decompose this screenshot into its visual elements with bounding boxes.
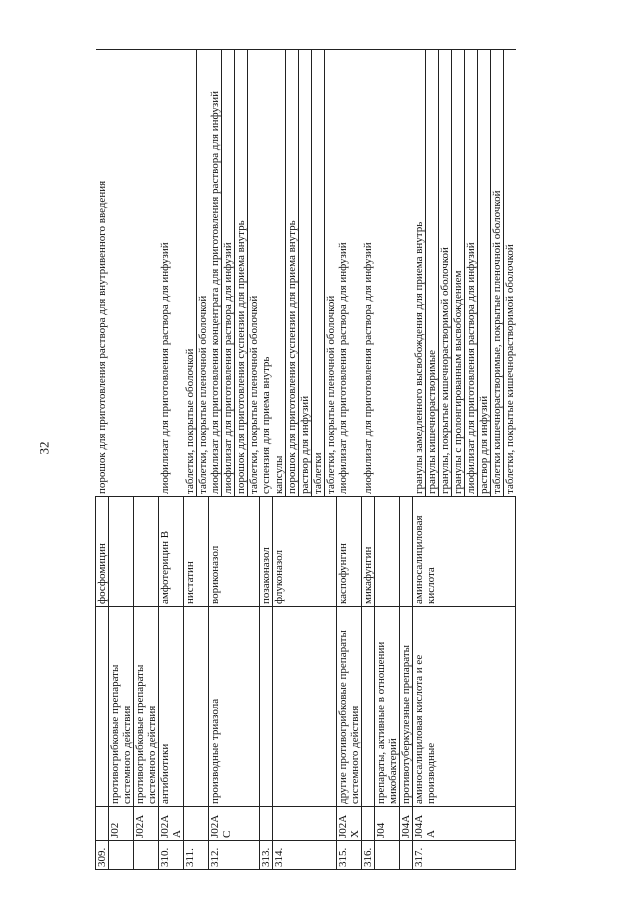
group-name: противогрибковые препараты системного действия [134,607,159,807]
drug-name: микафунгин [362,497,375,607]
dosage-form [375,50,387,496]
atc-code [184,807,209,841]
table-row [362,50,375,870]
table-row [109,50,134,870]
group-name [96,607,109,807]
row-number: 313. [260,841,273,870]
atc-code: J04AA [413,807,516,841]
dosage-form: таблетки, покрытые пленочной оболочкой [247,295,260,494]
dosage-forms [273,50,337,497]
row-number: 316. [362,841,375,870]
group-name: антибиотики [159,607,184,807]
dosage-forms [362,50,375,497]
table-row [413,50,516,870]
dosage-forms [96,50,109,497]
drug-name: фосфомицин [96,497,109,607]
dosage-form: гранулы с пролонгированным высвобождением [452,50,465,496]
dosage-form: гранулы замедленного высвобождения для приема внутрь [413,50,426,496]
row-number: 314. [273,841,337,870]
table-row [375,50,400,870]
group-name [362,607,375,807]
atc-code: J02AA [159,807,184,841]
atc-code [96,807,109,841]
drug-name: аминосалициловая кислота [413,497,516,607]
row-number [109,841,134,870]
dosage-forms [159,50,184,497]
dosage-form: лиофилизат для приготовления раствора для инфузий [158,242,171,494]
drug-name [375,497,400,607]
drug-name: каспофунгин [337,497,362,607]
dosage-form: таблетки кишечнорастворимые, покрытые пленочной оболочкой [491,50,504,496]
atc-code: J02A [134,807,159,841]
row-number: 317. [413,841,516,870]
dosage-form: лиофилизат для приготовления концентрата для приготовления раствора для инфузий [209,50,222,496]
dosage-form: порошок для приготовления суспензии для приема внутрь [235,50,248,496]
group-name: противотуберкулезные препараты [400,607,413,807]
dosage-forms [337,50,362,497]
atc-code: J02 [109,807,134,841]
table-body [96,50,516,870]
atc-code [273,807,337,841]
drug-name: нистатин [184,497,209,607]
dosage-form: лиофилизат для приготовления раствора для инфузий [336,242,349,494]
group-name: производные триазола [209,607,260,807]
atc-code: J04A [400,807,413,841]
table-row [209,50,260,870]
dosage-forms [184,50,209,497]
dosage-form: таблетки, покрытые пленочной оболочкой [324,295,337,494]
atc-code: J02AC [209,807,260,841]
group-name [184,607,209,807]
drug-name: амфотерицин В [159,497,184,607]
page-number: 32 [36,441,52,455]
atc-code [362,807,375,841]
table-row [184,50,209,870]
row-number: 311. [184,841,209,870]
drug-name: флуконазол [273,497,337,607]
group-name: препараты, активные в отношении микобактерий [375,607,400,807]
dosage-forms [260,50,273,497]
dosage-form: гранулы кишечнорастворимые [426,50,439,496]
drug-name: вориконазол [209,497,260,607]
group-name [260,607,273,807]
group-name [273,607,337,807]
drug-name [109,497,134,607]
table-row [159,50,184,870]
row-number: 315. [337,841,362,870]
table-row [260,50,273,870]
dosage-forms [413,50,516,497]
dosage-forms [375,50,400,497]
table-row [337,50,362,870]
dosage-form: капсулы [273,50,286,496]
row-number [400,841,413,870]
dosage-form: лиофилизат для приготовления раствора для инфузий [361,242,374,494]
dosage-form [134,50,146,496]
dosage-form: таблетки, покрытые пленочной оболочкой [196,295,209,494]
dosage-form: раствор для инфузий [299,50,312,496]
dosage-form: таблетки, покрытые оболочкой [184,50,197,496]
dosage-form: гранулы, покрытые кишечнорастворимой оболочкой [439,50,452,496]
dosage-forms [109,50,134,497]
dosage-form: таблетки [312,50,325,496]
dosage-form: раствор для инфузий [478,50,491,496]
table-row [96,50,109,870]
row-number [134,841,159,870]
drug-name [134,497,159,607]
drug-name: позаконазол [260,497,273,607]
rotated-table-container [95,50,589,870]
dosage-form: лиофилизат для приготовления раствора для инфузий [222,50,235,496]
dosage-form [109,50,121,496]
drug-name [400,497,413,607]
atc-code [260,807,273,841]
dosage-forms [134,50,159,497]
row-number [375,841,400,870]
row-number: 309. [96,841,109,870]
dosage-form: суспензия для приема внутрь [259,356,272,494]
row-number: 310. [159,841,184,870]
group-name: противогрибковые препараты системного действия [109,607,134,807]
dosage-form: лиофилизат для приготовления раствора для инфузий [465,50,478,496]
row-number: 312. [209,841,260,870]
group-name: аминосалициловая кислота и ее производные [413,607,516,807]
table-row [273,50,337,870]
atc-code: J02AX [337,807,362,841]
dosage-forms [209,50,260,497]
table-row [134,50,159,870]
atc-code: J04 [375,807,400,841]
dosage-form [400,50,412,496]
table-row [400,50,413,870]
dosage-forms [400,50,413,497]
dosage-form: порошок для приготовления раствора для внутривенного введения [95,180,108,494]
dosage-form: таблетки, покрытые кишечнорастворимой оболочкой [503,244,516,494]
group-name: другие противогрибковые препараты системного действия [337,607,362,807]
dosage-form: порошок для приготовления суспензии для приема внутрь [286,50,299,496]
drug-table [95,49,516,870]
